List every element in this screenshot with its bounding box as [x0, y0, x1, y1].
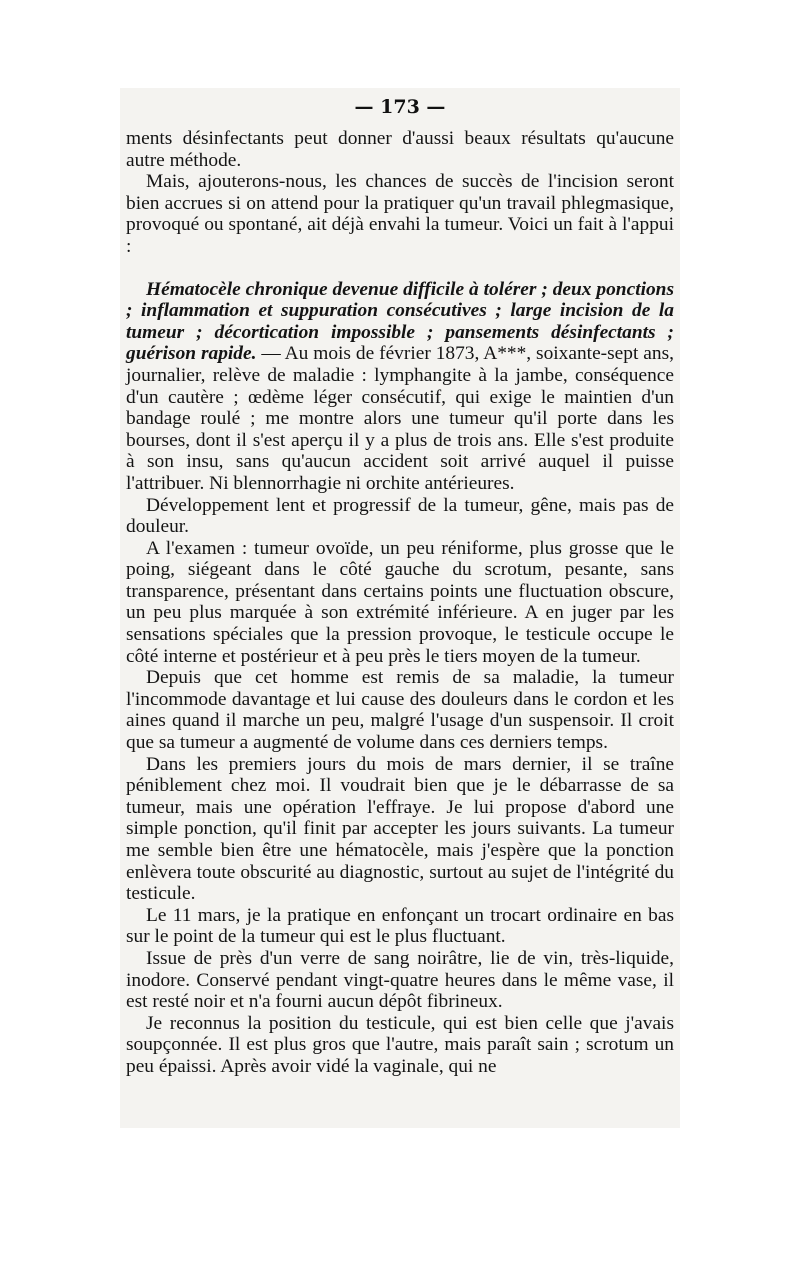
book-page	[120, 88, 680, 1128]
paragraph: Mais, ajouterons-nous, les chances de succès de l'incision seront bien accrues si on attend pour la pratiquer qu'un travail phlegmasique, provoqué ou spontané, ait déjà envahi la tumeur. Voici un fait à l'appui :	[126, 171, 674, 257]
case-body: — Au mois de février 1873, A***, soixante-sept ans, journalier, relève de maladie : lymphangite à la jambe, conséquence d'un cautère ; œdème léger consécutif, qui exige le maintien d'un bandage roulé ; me montre alors une tumeur qu'il porte dans les bourses, dont il s'est aperçu il y a plus de trois ans. Elle s'est produite à son insu, sans qu'aucun accident soit arrivé auquel il puisse l'attribuer. Ni blennorrhagie ni orchite antérieures.	[126, 343, 674, 494]
paragraph: Développement lent et progressif de la tumeur, gêne, mais pas de douleur.	[126, 494, 674, 538]
case-title: Hématocèle chronique devenue difficile à tolérer ; deux ponctions ; inflammation et suppuration consécutives ; large incision de la tumeur ; décortication impossible ; pansements désinfectants ; guérison rapide.	[126, 278, 674, 365]
paragraph: Dans les premiers jours du mois de mars dernier, il se traîne péniblement chez moi. Il voudrait bien que je le débarrasse de sa tumeur, mais une opération l'effraye. Je lui propose d'abord une simple ponction, qu'il finit par accepter les jours suivants. La tumeur me semble bien être une hématocèle, mais j'espère que la ponction enlèvera toute obscurité au diagnostic, surtout au sujet de l'intégrité du testicule.	[126, 753, 674, 905]
case-report-paragraph	[126, 279, 674, 495]
paragraph: Depuis que cet homme est remis de sa maladie, la tumeur l'incommode davantage et lui cause des douleurs dans le cordon et les aines quand il marche un peu, malgré l'usage d'un suspensoir. Il croit que sa tumeur a augmenté de volume dans ces derniers temps.	[126, 667, 674, 754]
paragraph-continuation: ments désinfectants peut donner d'aussi beaux résultats qu'aucune autre méthode.	[126, 128, 674, 171]
paragraph: A l'examen : tumeur ovoïde, un peu réniforme, plus grosse que le poing, siégeant dans le côté gauche du scrotum, pesante, sans transparence, présentant dans certains points une fluctuation obscure, un peu plus marquée à son extrémité inférieure. A en juger par les sensations spéciales que la pression provoque, le testicule occupe le côté interne et postérieur et à peu près le tiers moyen de la tumeur.	[126, 537, 674, 667]
paragraph: Je reconnus la position du testicule, qui est bien celle que j'avais soupçonnée. Il est plus gros que l'autre, mais paraît sain ; scrotum un peu épaissi. Après avoir vidé la vaginale, qui ne	[126, 1012, 674, 1077]
paragraph: Le 11 mars, je la pratique en enfonçant un trocart ordinaire en bas sur le point de la tumeur qui est le plus fluctuant.	[126, 904, 674, 948]
page-number: — 173 —	[354, 96, 446, 118]
paragraph: Issue de près d'un verre de sang noirâtre, lie de vin, très-liquide, inodore. Conservé pendant vingt-quatre heures dans le même vase, il est resté noir et n'a fourni aucun dépôt fibrineux.	[126, 947, 674, 1013]
page-text	[126, 128, 674, 1078]
